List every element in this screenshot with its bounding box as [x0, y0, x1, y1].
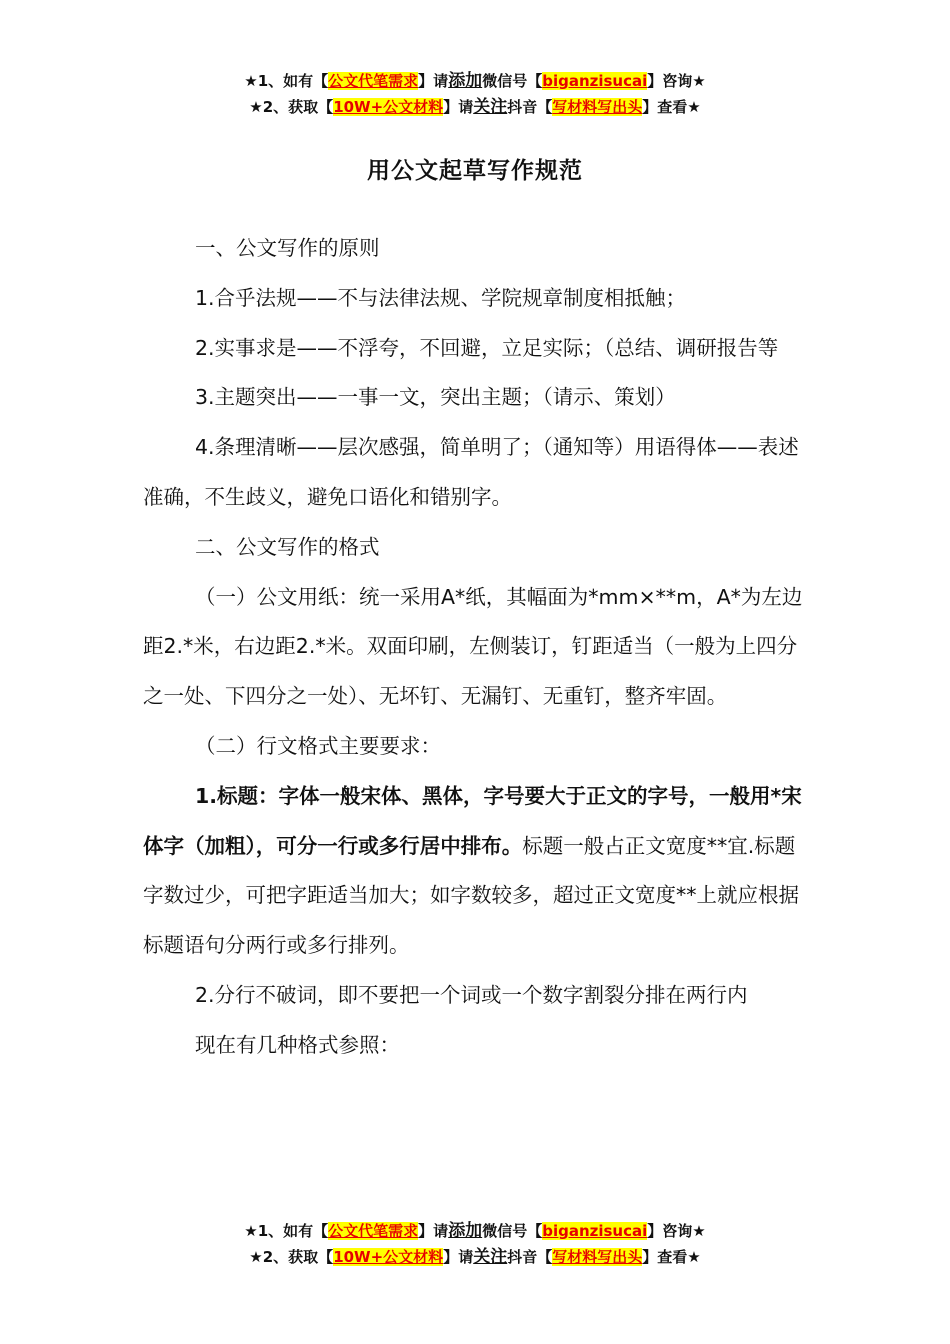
- paragraph: 1.合乎法规——不与法律法规、学院规章制度相抵触；: [195, 285, 687, 310]
- promo-line-2: ★2、获取【10W+公文材料】请关注抖音【写材料写出头】查看★: [249, 97, 701, 117]
- paragraph: 4.条理清晰——层次感强，简单明了；（通知等）用语得体——表述准确，不生歧义，避免口语化和错别字。: [143, 435, 799, 509]
- promo-line-1: ★1、如有【公文代笔需求】请添加微信号【biganzisucai】咨询★: [244, 71, 706, 91]
- promo-line-2: ★2、获取【10W+公文材料】请关注抖音【写材料写出头】查看★: [249, 1247, 701, 1267]
- wechat-id: biganzisucai: [542, 1222, 648, 1240]
- material-tag: 10W+公文材料: [333, 98, 444, 116]
- paragraph: 1.标题：字体一般宋体、黑体，字号要大于正文的字号，一般用*宋体字（加粗），可分一行或多行居中排布。标题一般占正文宽度**宜.标题字数过少，可把字距适当加大；如字数较多，超过正文宽度**上就应根据标题语句分两行或多行排列。: [143, 783, 802, 958]
- wechat-id: biganzisucai: [542, 72, 648, 90]
- service-tag: 公文代笔需求: [328, 72, 419, 90]
- promo-banner-bottom: [0, 1218, 950, 1270]
- service-tag: 公文代笔需求: [328, 1222, 419, 1240]
- section-heading: 一、公文写作的原则: [195, 236, 380, 260]
- section-heading: 二、公文写作的格式: [195, 534, 380, 559]
- promo-banner-top: [0, 68, 950, 120]
- paragraph: （二）行文格式主要要求：: [195, 733, 441, 758]
- douyin-account: 写材料写出头: [552, 98, 643, 116]
- bold-text: 1.标题：字体一般宋体、黑体，字号要大于正文的字号，一般用*宋体字（加粗），可分一行或多行居中排布。: [143, 783, 802, 858]
- material-tag: 10W+公文材料: [333, 1248, 444, 1266]
- promo-line-1: ★1、如有【公文代笔需求】请添加微信号【biganzisucai】咨询★: [244, 1221, 706, 1241]
- paragraph: 3.主题突出——一事一文，突出主题；（请示、策划）: [195, 385, 676, 410]
- paragraph: 2.实事求是——不浮夸，不回避，立足实际；（总结、调研报告等: [195, 335, 779, 360]
- paragraph: 现在有几种格式参照：: [195, 1032, 400, 1057]
- paragraph: 2.分行不破词，即不要把一个词或一个数字割裂分排在两行内: [195, 982, 748, 1007]
- paragraph: （一）公文用纸：统一采用A*纸，其幅面为*mm×**m，A*为左边距2.*米，右边距2.*米。双面印刷，左侧装订，钉距适当（一般为上四分之一处、下四分之一处）、无坏钉、无漏钉、无重钉，整齐牢固。: [143, 584, 803, 709]
- douyin-account: 写材料写出头: [552, 1248, 643, 1266]
- document-title: 用公文起草写作规范: [367, 158, 583, 184]
- document-body: [143, 224, 807, 1071]
